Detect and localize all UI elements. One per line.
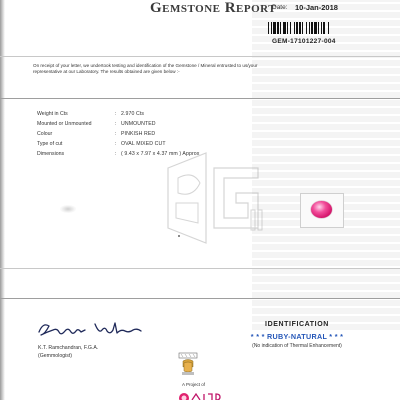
- detail-separator: :: [115, 111, 117, 117]
- detail-label: Dimensions: [37, 151, 65, 157]
- watermark-band: [252, 0, 400, 330]
- detail-label: Weight in Cts: [37, 111, 68, 117]
- detail-row-mounting: [37, 121, 277, 131]
- signature-icon: [35, 318, 155, 340]
- report-number: GEM-17101227-004: [272, 38, 336, 45]
- identification-result: * * * RUBY-NATURAL * * *: [250, 332, 344, 341]
- detail-label: Colour: [37, 131, 53, 137]
- national-emblem-icon: [178, 352, 198, 378]
- detail-row-weight: [37, 111, 277, 121]
- detail-row-colour: [37, 131, 277, 141]
- brand-logo: [178, 390, 238, 400]
- detail-value: PINKISH RED: [121, 131, 156, 137]
- scan-edge-shadow: [0, 0, 5, 400]
- gemstone-photo: [311, 201, 332, 218]
- dot-mark: [178, 235, 180, 237]
- fold-line-top: [0, 56, 400, 57]
- detail-separator: :: [115, 131, 117, 137]
- fold-line-lower: [0, 298, 400, 299]
- detail-separator: :: [115, 121, 117, 127]
- detail-value: UNMOUNTED: [121, 121, 156, 127]
- detail-value: ( 9.43 x 7.97 x 4.37 mm ) Approx: [121, 151, 200, 157]
- barcode-icon: [268, 22, 350, 34]
- intro-paragraph: On receipt of your letter, we undertook testing and identification of the Gemstone / Mineral entrusted to us/your representative at our Laboratory. The results obtained are given below :-: [33, 63, 258, 74]
- report-title: Gemstone Report: [150, 0, 277, 16]
- detail-separator: :: [115, 151, 117, 157]
- gemmologist-name: K.T. Ramchandran, F.G.A.: [38, 345, 99, 351]
- fold-line-middle: [0, 268, 400, 269]
- identification-heading: IDENTIFICATION: [265, 321, 329, 328]
- detail-separator: :: [115, 141, 117, 147]
- date-label: Date:: [272, 4, 288, 11]
- date-value: 10-Jan-2018: [295, 3, 338, 12]
- fold-line-upper: [0, 98, 400, 99]
- gemmologist-role: (Gemmologist): [38, 353, 73, 359]
- detail-value: OVAL MIXED CUT: [121, 141, 166, 147]
- smudge-mark: [60, 205, 76, 213]
- detail-value: 2.970 Cts: [121, 111, 145, 117]
- project-label: A Project of: [182, 382, 206, 387]
- gemstone-photo-frame: [300, 193, 344, 228]
- detail-label: Type of cut: [37, 141, 63, 147]
- seal-watermark-icon: [148, 148, 273, 248]
- identification-note: (No indication of Thermal Enhancement): [252, 343, 342, 349]
- detail-label: Mounted or Unmounted: [37, 121, 92, 127]
